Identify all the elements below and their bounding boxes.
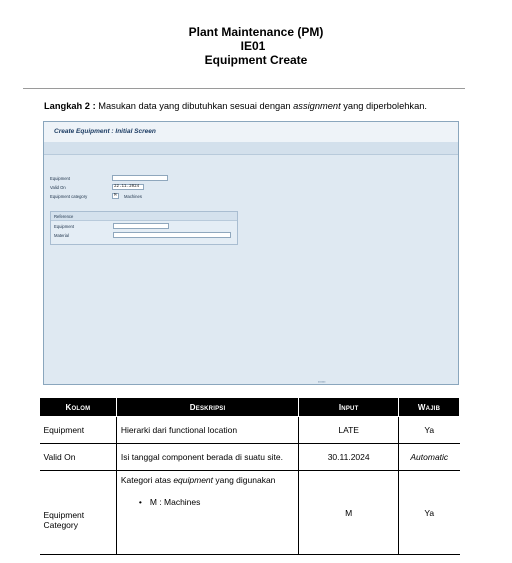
- sap-status-marker: ▪▪▪▪▪▪: [318, 380, 326, 384]
- cell-wajib: Ya: [399, 417, 460, 444]
- step-label: Langkah 2 :: [44, 101, 96, 111]
- step-text-after: yang diperbolehkan.: [340, 101, 427, 111]
- cell-wajib: Ya: [399, 471, 460, 555]
- equipment-category-description: Machines: [124, 194, 142, 199]
- sap-screenshot: [43, 121, 459, 385]
- reference-equipment-input[interactable]: [113, 223, 169, 229]
- valid-on-input[interactable]: 22.11.2024: [112, 184, 144, 190]
- reference-group-title: Reference: [54, 214, 74, 219]
- category-description-italic: equipment: [173, 475, 214, 485]
- cell-deskripsi: Isi tanggal component berada di suatu site.: [116, 444, 298, 471]
- equipment-input[interactable]: [112, 175, 168, 181]
- module-title: Plant Maintenance (PM): [188, 25, 324, 39]
- equipment-category-label: Equipment category: [50, 194, 88, 199]
- cell-input: M: [299, 471, 399, 555]
- column-header-kolom: Kolom: [40, 398, 117, 417]
- sap-title-bar: [44, 122, 458, 143]
- reference-material-input[interactable]: [113, 232, 231, 238]
- table-row: [40, 471, 460, 555]
- cell-kolom: Equipment Category: [40, 471, 117, 555]
- table-header-row: [40, 398, 460, 417]
- cell-input: 30.11.2024: [299, 444, 399, 471]
- valid-on-label: Valid On: [50, 185, 66, 190]
- document-header: [0, 25, 512, 67]
- field-specification-table: [39, 397, 460, 555]
- transaction-code: IE01: [240, 39, 266, 53]
- reference-equipment-label: Equipment: [54, 224, 75, 229]
- category-bullet-item: • M : Machines: [139, 497, 294, 507]
- reference-group: [50, 211, 238, 245]
- column-header-wajib: Wajib: [399, 398, 460, 417]
- equipment-category-input[interactable]: M: [112, 193, 119, 199]
- cell-kolom: Valid On: [40, 444, 117, 471]
- column-header-input: Input: [299, 398, 399, 417]
- category-description-before: Kategori atas: [120, 475, 174, 485]
- cell-kolom: Equipment: [40, 417, 117, 444]
- cell-deskripsi: [116, 471, 298, 555]
- sap-screen-title: Create Equipment : Initial Screen: [54, 128, 156, 135]
- reference-material-label: Material: [54, 233, 69, 238]
- cell-deskripsi: Hierarki dari functional location: [116, 417, 298, 444]
- column-header-deskripsi: Deskripsi: [116, 398, 298, 417]
- table-row: [40, 417, 460, 444]
- sap-toolbar: [44, 142, 458, 155]
- cell-wajib: Automatic: [399, 444, 460, 471]
- category-description-after: yang digunakan: [213, 475, 276, 485]
- transaction-title: Equipment Create: [204, 53, 308, 67]
- table-row: [40, 444, 460, 471]
- cell-input: LATE: [299, 417, 399, 444]
- header-divider: [23, 88, 465, 89]
- step-text-before: Masukan data yang dibutuhkan sesuai dengan: [95, 101, 294, 111]
- equipment-label: Equipment: [50, 176, 71, 181]
- step-instruction: [44, 101, 427, 111]
- step-text-italic: assignment: [293, 101, 341, 111]
- reference-group-header: [51, 212, 237, 221]
- category-description: [121, 471, 294, 485]
